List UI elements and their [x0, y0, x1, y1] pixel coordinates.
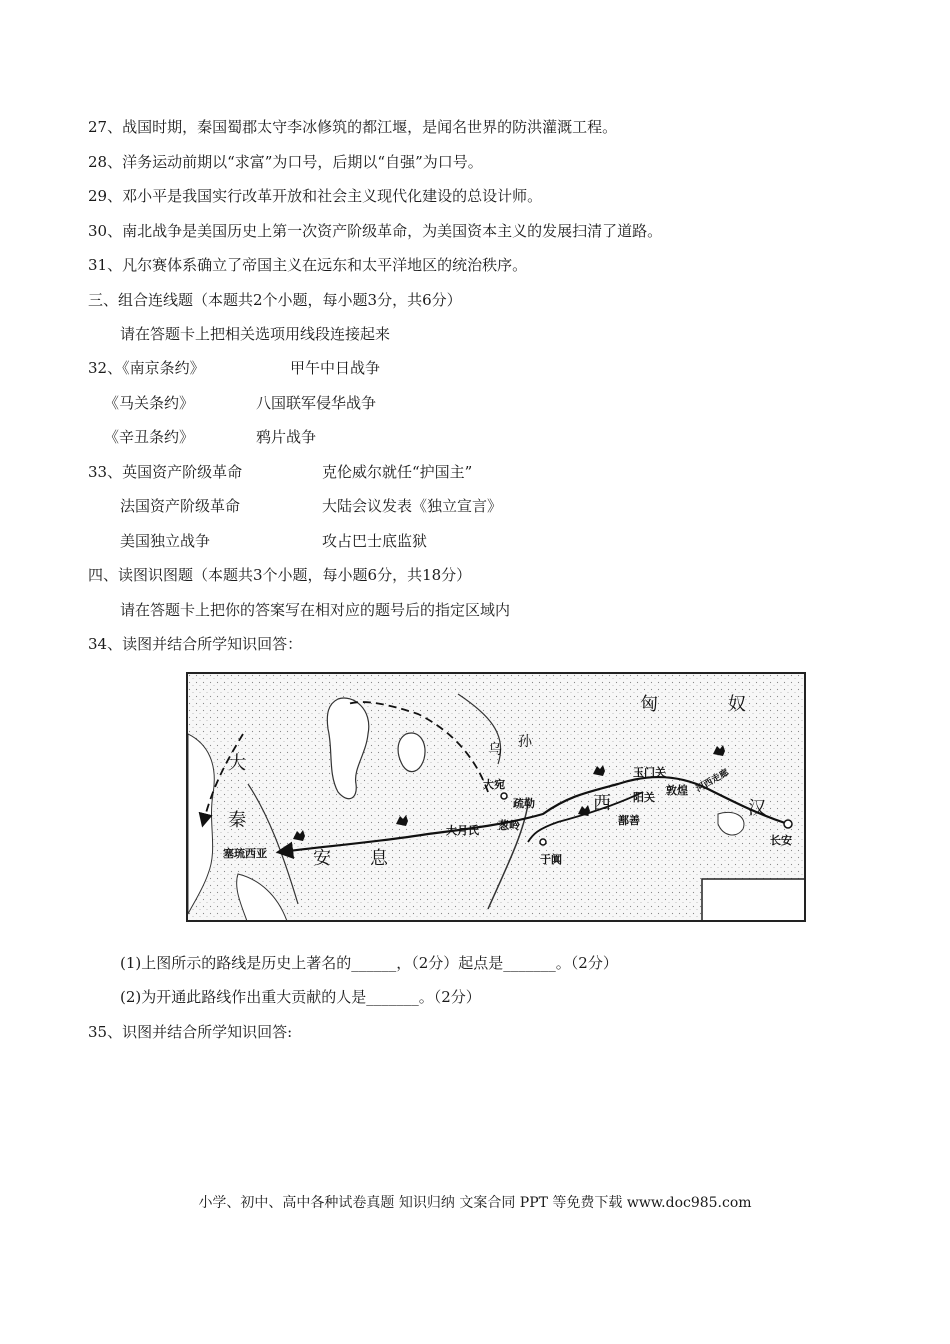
- q32-left-1: 32、《南京条约》: [88, 359, 205, 377]
- label-an: 安: [313, 848, 331, 869]
- question-31: 31、凡尔赛体系确立了帝国主义在远东和太平洋地区的统治秩序。: [88, 256, 528, 274]
- label-changan: 长安: [770, 834, 792, 847]
- label-xiongnu-1: 匈: [640, 694, 658, 715]
- label-dayuezhi: 大月氏: [446, 824, 479, 837]
- label-shanshan: 鄯善: [618, 814, 640, 827]
- question-34-title: 34、读图并结合所学知识回答：: [88, 635, 303, 653]
- q32-right-3: 鸦片战争: [256, 428, 317, 446]
- label-han: 汉: [748, 798, 766, 819]
- label-wu: 乌: [488, 742, 502, 758]
- question-34-sub-1: (1)上图所示的路线是历史上著名的______，（2分）起点是_______。（2分）: [120, 954, 618, 972]
- label-qin: 秦: [228, 810, 246, 831]
- label-congling: 葱岭: [498, 819, 520, 832]
- label-yumenguan: 玉门关: [633, 766, 666, 779]
- q32-left-2: 《马关条约》: [104, 394, 195, 412]
- question-27: 27、战国时期，秦国蜀郡太守李冰修筑的都江堰，是闻名世界的防洪灌溉工程。: [88, 118, 618, 136]
- label-saiqiu: 塞琉西亚: [223, 847, 267, 860]
- q33-right-3: 攻占巴士底监狱: [322, 532, 428, 550]
- q33-right-2: 大陆会议发表《独立宣言》: [322, 497, 503, 515]
- q32-left-3: 《辛丑条约》: [104, 428, 195, 446]
- q33-left-3: 美国独立战争: [120, 532, 211, 550]
- q33-left-1: 33、英国资产阶级革命: [88, 463, 243, 481]
- q32-right-1: 甲午中日战争: [290, 359, 381, 377]
- section-4-instruction: 请在答题卡上把你的答案写在相对应的题号后的指定区域内: [120, 601, 511, 619]
- label-shule: 疏勒: [513, 797, 535, 810]
- label-dayuan: 大宛: [483, 778, 505, 791]
- label-dunhuang: 敦煌: [666, 784, 688, 797]
- label-sun: 孙: [518, 734, 532, 750]
- q32-right-2: 八国联军侵华战争: [256, 394, 377, 412]
- section-4-title: 四、读图识图题（本题共3个小题，每小题6分，共18分）: [88, 566, 472, 584]
- q33-left-2: 法国资产阶级革命: [120, 497, 241, 515]
- section-3-instruction: 请在答题卡上把相关选项用线段连接起来: [120, 325, 391, 343]
- question-29: 29、邓小平是我国实行改革开放和社会主义现代化建设的总设计师。: [88, 187, 543, 205]
- label-hexi: 河西走廊: [694, 767, 731, 795]
- silk-road-map: [186, 672, 806, 922]
- question-35-title: 35、识图并结合所学知识回答:: [88, 1023, 293, 1041]
- question-34-sub-2: (2)为开通此路线作出重大贡献的人是_______。（2分）: [120, 988, 481, 1006]
- q33-right-1: 克伦威尔就任“护国主”: [322, 463, 473, 481]
- page-footer: 小学、初中、高中各种试卷真题 知识归纳 文案合同 PPT 等免费下载 www.doc985.com: [198, 1195, 752, 1211]
- label-yangguan: 阳关: [633, 791, 655, 804]
- label-xi-region: 西: [593, 793, 611, 814]
- label-da: 大: [228, 753, 246, 774]
- section-3-title: 三、组合连线题（本题共2个小题，每小题3分，共6分）: [88, 291, 462, 309]
- question-30: 30、南北战争是美国历史上第一次资产阶级革命，为美国资本主义的发展扫清了道路。: [88, 222, 663, 240]
- label-xi: 息: [370, 848, 388, 869]
- label-yutian: 于阗: [540, 853, 562, 866]
- question-28: 28、洋务运动前期以“求富”为口号，后期以“自强”为口号。: [88, 153, 483, 171]
- label-xiongnu-2: 奴: [728, 694, 746, 715]
